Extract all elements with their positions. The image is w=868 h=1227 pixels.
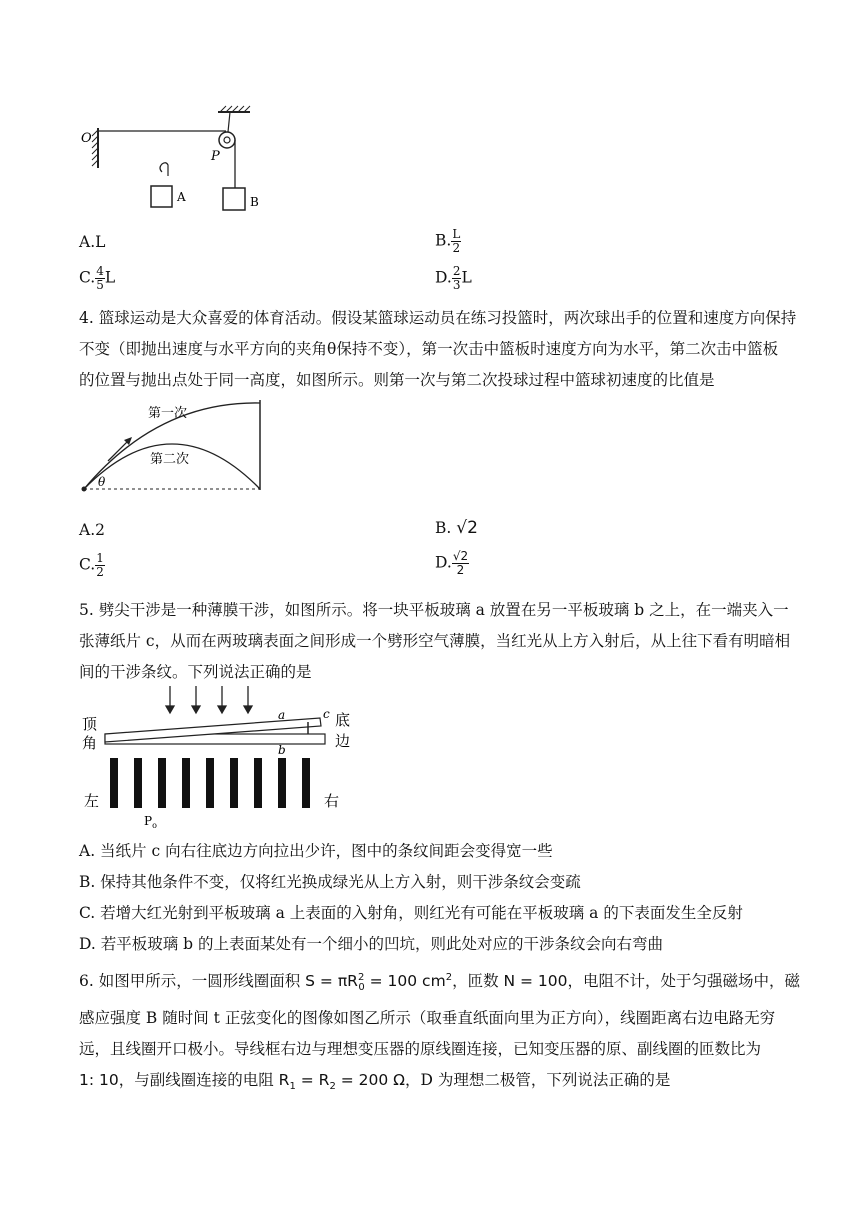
label-apex-1: 顶 bbox=[82, 715, 98, 733]
label-bottom-edge-1: 底 bbox=[335, 711, 351, 729]
label-b: b bbox=[278, 743, 286, 757]
label-second-throw: 第二次 bbox=[150, 452, 190, 467]
label-apex-2: 角 bbox=[82, 734, 98, 752]
question-5-stem: 5. 劈尖干涉是一种薄膜干涉，如图所示。将一块平板玻璃 a 放置在另一平板玻璃 b 之上，在一端夹入一 张薄纸片 c，从而在两玻璃表面之间形成一个劈形空气薄膜，当红光从上方入射后，从上往下看有明暗相 间的干涉条纹。下列说法正确的是 bbox=[79, 601, 791, 681]
fraction: $\frac{√2}{2}$ bbox=[452, 549, 469, 577]
label-bottom-edge-2: 边 bbox=[335, 732, 351, 750]
label-first-throw: 第一次 bbox=[148, 406, 188, 421]
label-left: 左 bbox=[84, 792, 100, 810]
label-A: A bbox=[177, 190, 186, 204]
label-c: c bbox=[323, 707, 330, 721]
q3-option-d[interactable]: D. $\frac{2}{3}$ L bbox=[435, 264, 472, 292]
label-theta: θ bbox=[98, 475, 106, 489]
question-4-stem: 4. 篮球运动是大众喜爱的体育活动。假设某篮球运动员在练习投篮时，两次球出手的位置和速度方向保持 不变（即抛出速度与水平方向的夹角θ保持不变），第一次击中篮板时速度方向为水平，第二次击中篮板 的位置与抛出点处于同一高度，如图所示。则第一次与第二次投球过程中篮球初速度的比值是 bbox=[79, 309, 797, 389]
q4-option-a[interactable]: A.2 bbox=[79, 521, 105, 539]
label-P: $P_o$ bbox=[144, 814, 157, 830]
fraction: $\frac{4}{5}$ bbox=[96, 264, 104, 292]
q5-option-a[interactable]: A. 当纸片 c 向右往底边方向拉出少许，图中的条纹间距会变得宽一些 bbox=[79, 842, 553, 860]
label-P: P bbox=[211, 149, 220, 164]
fraction: $\frac{1}{2}$ bbox=[96, 551, 104, 579]
label-right: 右 bbox=[324, 792, 340, 810]
pulley-figure bbox=[78, 100, 278, 220]
fraction: $\frac{2}{3}$ bbox=[452, 264, 461, 292]
wedge-interference-figure bbox=[80, 682, 360, 830]
label-B: B bbox=[250, 195, 259, 209]
label-O: O bbox=[81, 131, 92, 146]
fraction: $\frac{L}{2}$ bbox=[452, 227, 461, 255]
question-6-stem: 6. 如图甲所示，一圆形线圈面积 $S = \pi R^2_0 = 100$ $cm^2$，匝数 N = 100，电阻不计，处于匀强磁场中，磁 感应强度 B 随时间 t 正弦变化的图像如图乙所示（取垂直纸面向里为正方向），线圈距离右边电路无穷 远，且线圈开口极小。导线框右边与理想变压器的原线圈连接，已知变压器的原、副线圈的匝数比为 1: 10，与副线圈连接的电阻 $R_1 = R_2 = 200$ Ω，D 为理想二极管，下列说法正确的是 bbox=[79, 972, 801, 1093]
q5-option-c[interactable]: C. 若增大红光射到平板玻璃 a 上表面的入射角，则红光有可能在平板玻璃 a 的下表面发生全反射 bbox=[79, 904, 743, 922]
q4-option-d[interactable]: D. $\frac{√2}{2}$ bbox=[435, 549, 469, 577]
q3-option-a[interactable]: A.L bbox=[79, 233, 106, 251]
q5-option-d[interactable]: D. 若平板玻璃 b 的上表面某处有一个细小的凹坑，则此处对应的干涉条纹会向右弯曲 bbox=[79, 935, 664, 953]
q4-option-c[interactable]: C. $\frac{1}{2}$ bbox=[79, 551, 104, 579]
basketball-trajectory-figure bbox=[78, 395, 278, 500]
label-a: a bbox=[278, 708, 286, 722]
q3-option-b[interactable]: B. $\frac{L}{2}$ bbox=[435, 227, 461, 255]
q3-option-c[interactable]: C. $\frac{4}{5}$ L bbox=[79, 264, 116, 292]
q5-option-b[interactable]: B. 保持其他条件不变，仅将红光换成绿光从上方入射，则干涉条纹会变疏 bbox=[79, 873, 581, 891]
q4-option-b[interactable]: B. √2 bbox=[435, 518, 478, 538]
